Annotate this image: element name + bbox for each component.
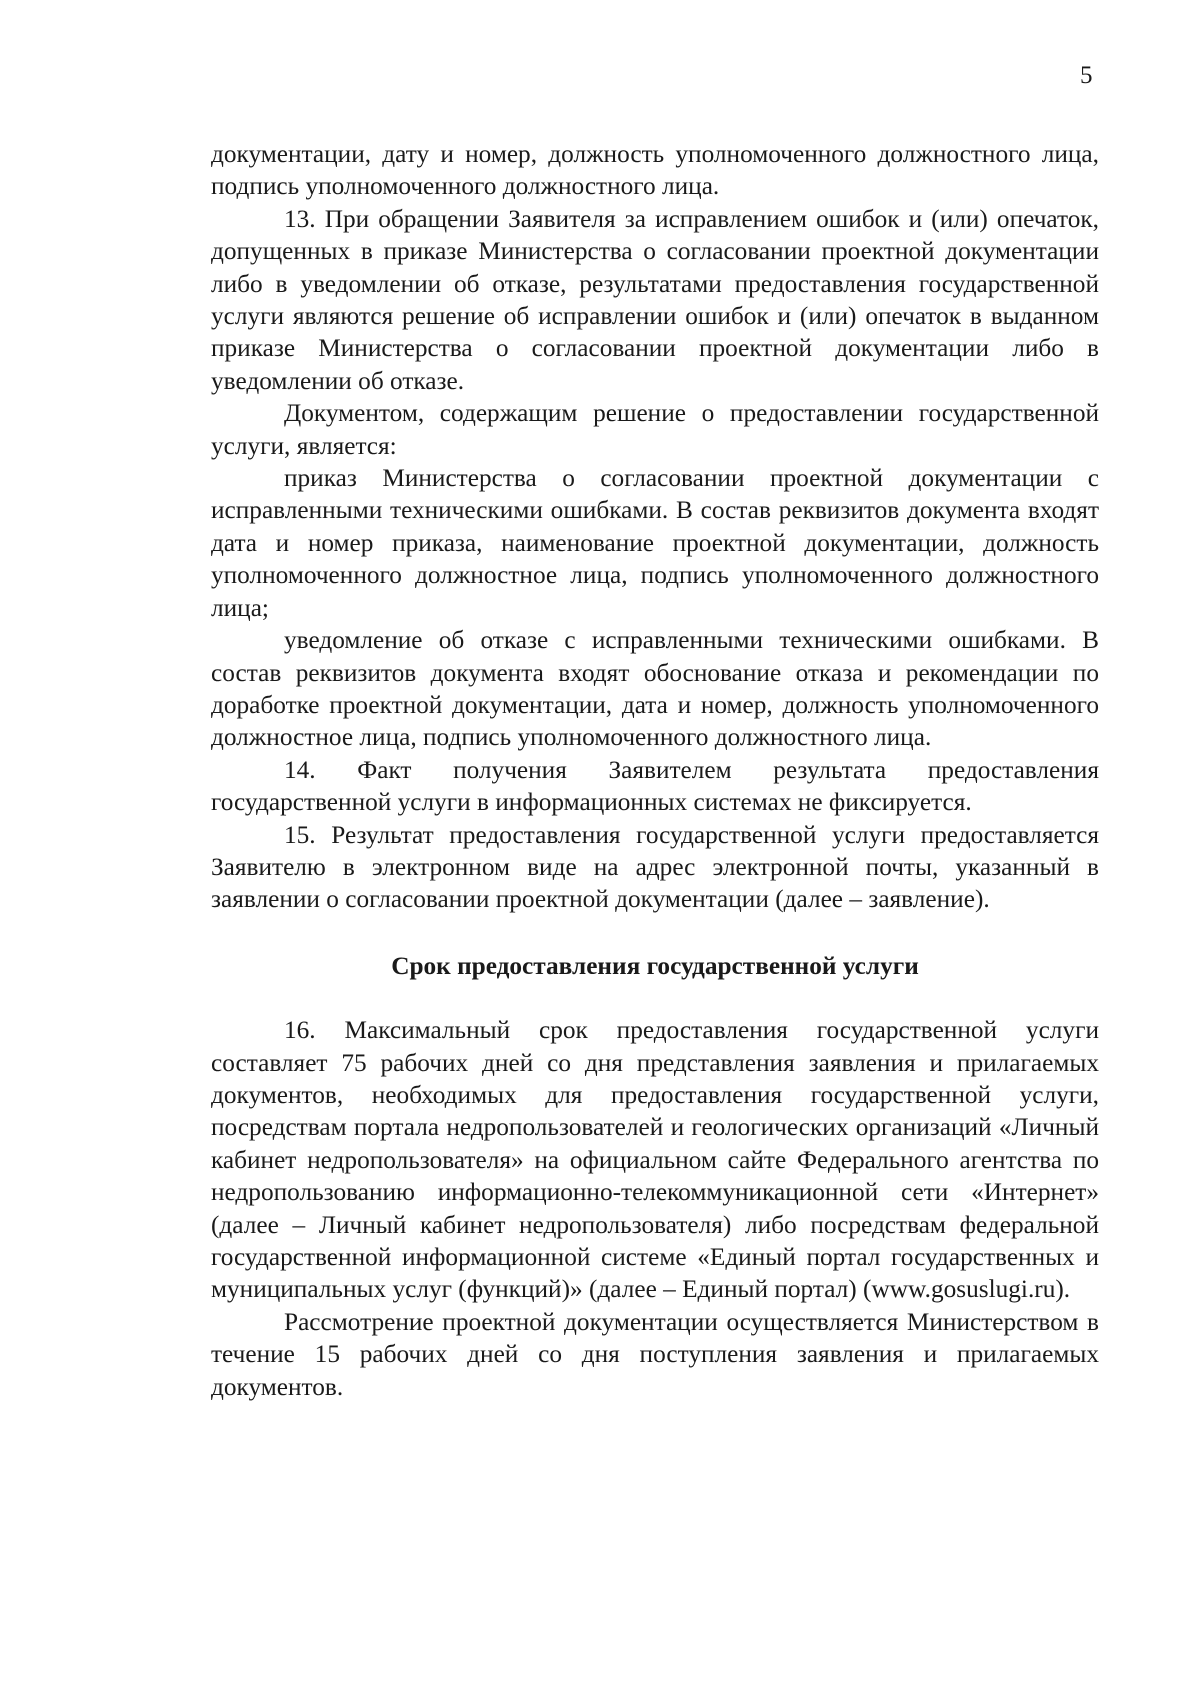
paragraph-item-16: 16. Максимальный срок предоставления государственной услуги составляет 75 рабочих дней со дня представления заявления и прилагаемых документов, необходимых для предоставления государственной услуги, посредствам портала недропользователей и геологических организаций «Личный кабинет недропользователя» на официальном сайте Федерального агентства по недропользованию информационно-телекоммуникационной сети «Интернет» (далее – Личный кабинет недропользователя) либо посредствам федеральной государственной информационной системе «Единый портал государственных и муниципальных услуг (функций)» (далее – Единый портал) (www.gosuslugi.ru).	[211, 1016, 1099, 1304]
paragraph-order: приказ Министерства о согласовании проектной документации с исправленными техническими ошибками. В состав реквизитов документа входят дата и номер приказа, наименование проектной документации, должность уполномоченного должностное лица, подпись уполномоченного должностного лица;	[211, 464, 1099, 622]
paragraph-refusal-notice: уведомление об отказе с исправленными техническими ошибками. В состав реквизитов документа входят обоснование отказа и рекомендации по доработке проектной документации, дата и номер, должность уполномоченного должностное лица, подпись уполномоченного должностного лица.	[211, 626, 1099, 752]
paragraph-review: Рассмотрение проектной документации осуществляется Министерством в течение 15 рабочих дней со дня поступления заявления и прилагаемых документов.	[211, 1307, 1099, 1401]
page-number: 5	[1080, 62, 1093, 89]
paragraph-item-14: 14. Факт получения Заявителем результата предоставления государственной услуги в информационных системах не фиксируется.	[211, 755, 1099, 817]
paragraph-decision-document: Документом, содержащим решение о предоставлении государственной услуги, является:	[211, 399, 1099, 460]
paragraph-continuation: документации, дату и номер, должность уполномоченного должностного лица, подпись уполномоченного должностного лица.	[211, 140, 1099, 201]
section-heading: Срок предоставления государственной услуги	[391, 951, 919, 980]
paragraph-item-13: 13. При обращении Заявителя за исправлением ошибок и (или) опечаток, допущенных в приказе Министерства о согласовании проектной документации либо в уведомлении об отказе, результатами предоставления государственной услуги являются решение об исправлении ошибок и (или) опечаток в выданном приказе Министерства о согласовании проектной документации либо в уведомлении об отказе.	[211, 204, 1099, 395]
paragraph-item-15: 15. Результат предоставления государственной услуги предоставляется Заявителю в электронном виде на адрес электронной почты, указанный в заявлении о согласовании проектной документации (далее – заявление).	[211, 820, 1099, 914]
document-body	[211, 138, 1099, 1403]
